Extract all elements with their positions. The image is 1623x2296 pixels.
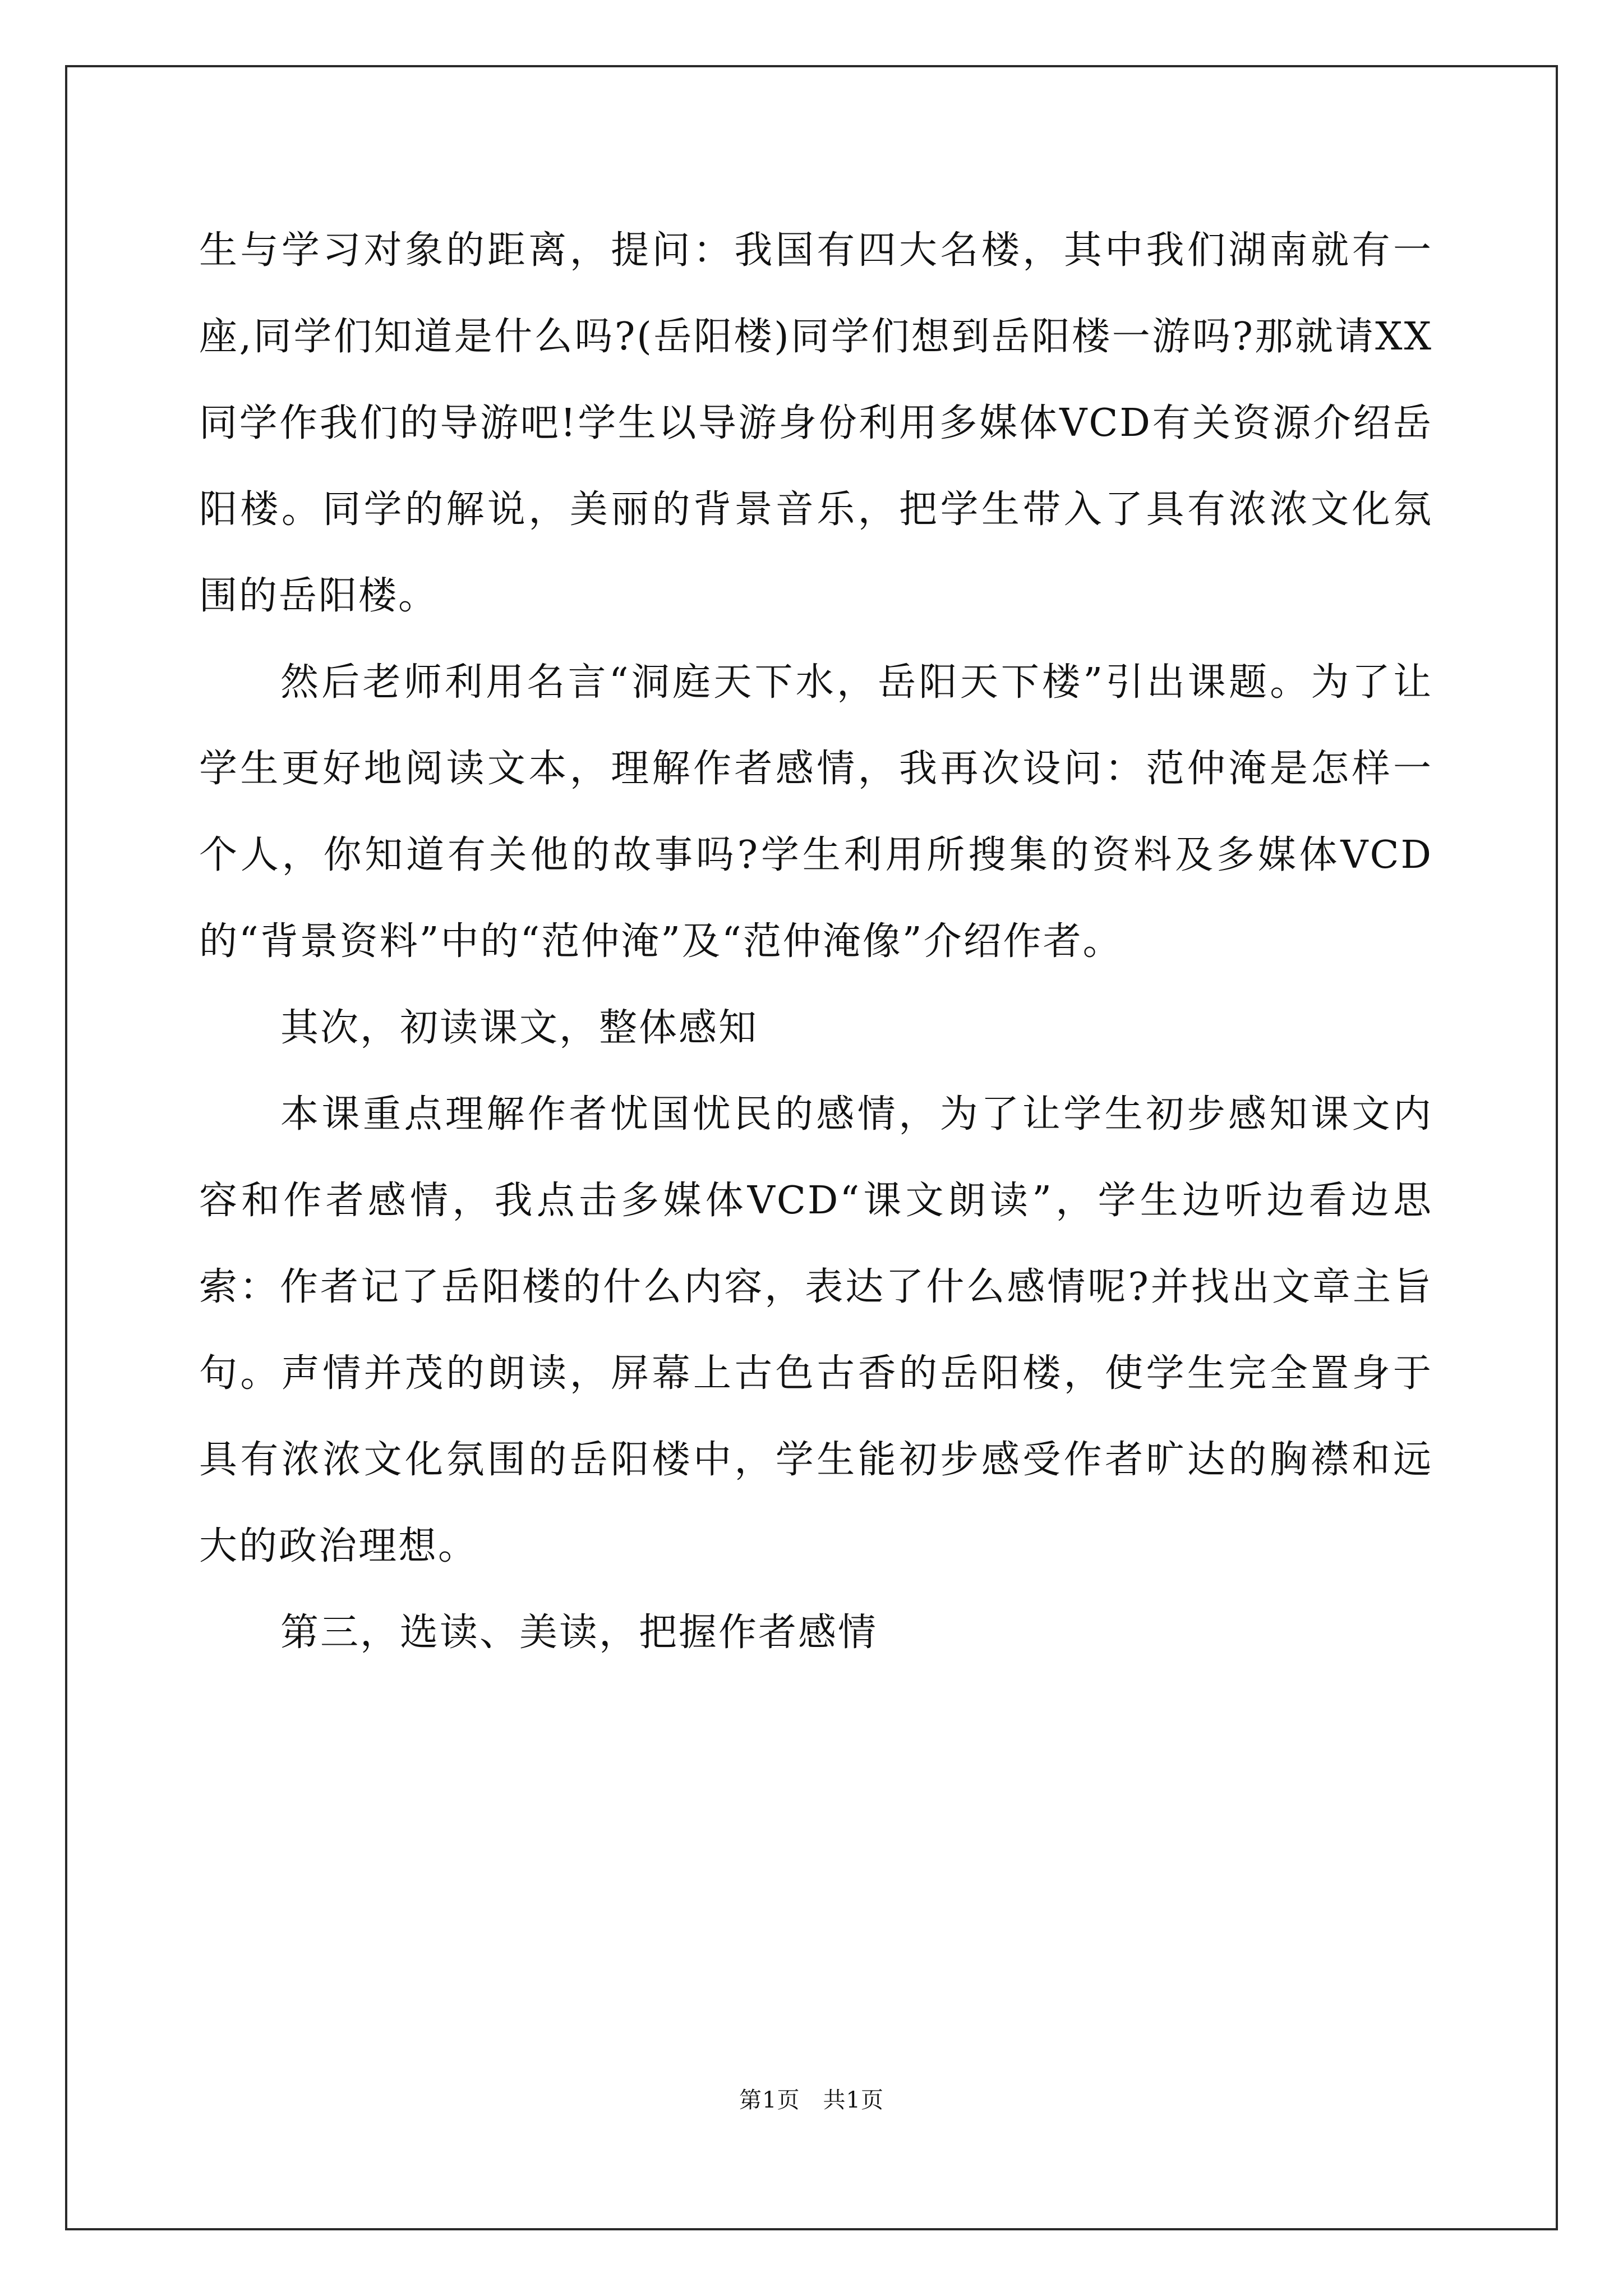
page-number: 第1页 共1页 [739,2087,884,2113]
section-heading-third: 第三，选读、美读，把握作者感情 [280,1611,878,1655]
page-footer [0,2086,1623,2114]
paragraph-first-reading: 本课重点理解作者忧国忧民的感情，为了让学生初步感知课文内容和作者感情，我点击多媒体VCD“课文朗读”，学生边听边看边思索：作者记了岳阳楼的什么内容，表达了什么感情呢?并找出文章主旨句。声情并茂的朗读，屏幕上古色古香的岳阳楼，使学生完全置身于具有浓浓文化氛围的岳阳楼中，学生能初步感受作者旷达的胸襟和远大的政治理想。 [199,1092,1433,1568]
section-heading-second: 其次，初读课文，整体感知 [280,1006,759,1050]
paragraph-author-introduction: 然后老师利用名言“洞庭天下水，岳阳天下楼”引出课题。为了让学生更好地阅读文本，理解作者感情，我再次设问：范仲淹是怎样一个人，你知道有关他的故事吗?学生利用所搜集的资料及多媒体VCD的“背景资料”中的“范仲淹”及“范仲淹像”介绍作者。 [199,660,1433,964]
paragraph-intro-continuation: 生与学习对象的距离，提问：我国有四大名楼，其中我们湖南就有一座,同学们知道是什么吗?(岳阳楼)同学们想到岳阳楼一游吗?那就请XX同学作我们的导游吧!学生以导游身份利用多媒体VCD有关资源介绍岳阳楼。同学的解说，美丽的背景音乐，把学生带入了具有浓浓文化氛围的岳阳楼。 [199,228,1433,618]
document-body [199,208,1433,1676]
